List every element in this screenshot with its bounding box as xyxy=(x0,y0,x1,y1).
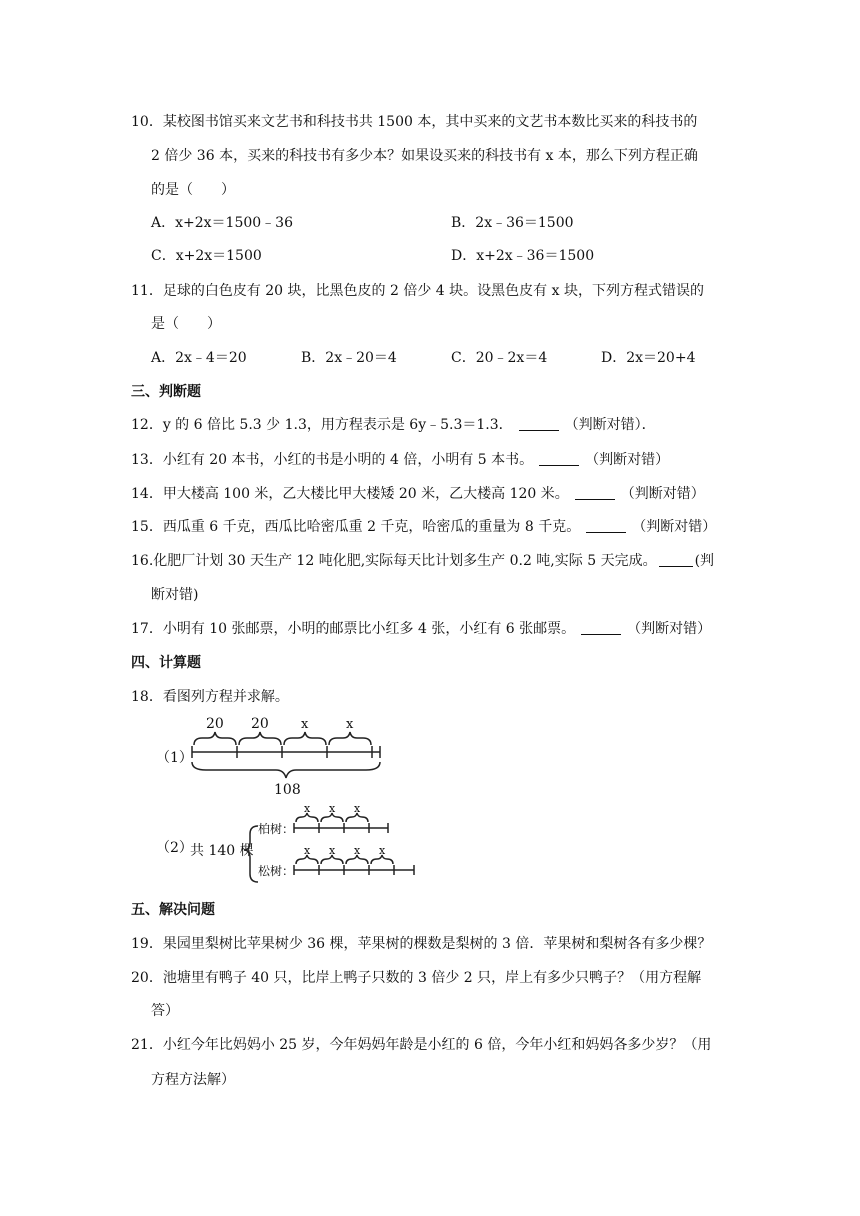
fig1-label-x-second: x xyxy=(346,717,354,732)
q13 xyxy=(131,450,669,470)
q14-tail: （判断对错） xyxy=(620,486,705,502)
q10-line2: 2 倍少 36 本，买来的科技书有多少本？如果设买来的科技书有 x 本，那么下列方程正确 xyxy=(151,148,698,164)
q12-text: 12．y 的 6 倍比 5.3 少 1.3，用方程表示是 6y﹣5.3＝1.3． xyxy=(131,417,513,433)
q10-option-a: A．x+2x＝1500﹣36 xyxy=(151,215,293,231)
q12 xyxy=(131,415,656,435)
q11-option-d: D．2x＝20+4 xyxy=(601,350,696,366)
q10-option-d: D．x+2x﹣36＝1500 xyxy=(451,248,595,264)
answer-blank[interactable] xyxy=(581,620,621,635)
fig1-total: 108 xyxy=(274,782,301,798)
fig2-row1-x: x xyxy=(354,804,361,815)
q21-line2: 方程方法解） xyxy=(151,1072,235,1088)
fig2-row1-x: x xyxy=(304,804,311,815)
q17 xyxy=(131,619,711,639)
fig2-row2-x: x xyxy=(304,844,311,857)
section-solve-heading: 五、解决问题 xyxy=(131,902,215,918)
section-judge-heading: 三、判断题 xyxy=(131,384,201,400)
q11-option-c: C．20﹣2x＝4 xyxy=(451,350,548,366)
fig2-row2-x: x xyxy=(354,844,361,857)
q11-line2: 是（ ） xyxy=(151,316,221,332)
fig2-row2-label: 松树： xyxy=(258,864,295,878)
q15-tail: （判断对错） xyxy=(632,519,717,535)
answer-blank[interactable] xyxy=(586,518,626,533)
section-calc-heading: 四、计算题 xyxy=(131,655,201,671)
q17-tail: （判断对错） xyxy=(627,621,712,637)
fig2-row2-x: x xyxy=(379,844,386,857)
answer-blank[interactable] xyxy=(575,485,615,500)
q10-line1: 10．某校图书馆买来文艺书和科技书共 1500 本，其中买来的文艺书本数比买来的科技书的 xyxy=(131,114,698,130)
q15-text: 15．西瓜重 6 千克，西瓜比哈密瓜重 2 千克，哈密瓜的重量为 8 千克。 xyxy=(131,519,581,535)
q16-text: 16.化肥厂计划 30 天生产 12 吨化肥,实际每天比计划多生产 0.2 吨,实际 5 天完成。 xyxy=(131,553,657,569)
q16-line2: 断对错) xyxy=(151,587,199,603)
q14-text: 14．甲大楼高 100 米，乙大楼比甲大楼矮 20 米，乙大楼高 120 米。 xyxy=(131,486,569,502)
q10-line3: 的是（ ） xyxy=(151,182,235,198)
q16-tail: (判 xyxy=(694,553,715,569)
q20-line1: 20．池塘里有鸭子 40 只，比岸上鸭子只数的 3 倍少 2 只，岸上有多少只鸭子？（用方程解 xyxy=(131,970,702,986)
q11-option-a: A．2x﹣4＝20 xyxy=(151,350,247,366)
q17-text: 17．小明有 10 张邮票，小明的邮票比小红多 4 张，小红有 6 张邮票。 xyxy=(131,621,576,637)
fig1-label-20-first: 20 xyxy=(206,716,224,732)
q13-text: 13．小红有 20 本书，小红的书是小明的 4 倍，小明有 5 本书。 xyxy=(131,452,534,468)
q19-text: 19．果园里梨树比苹果树少 36 棵，苹果树的棵数是梨树的 3 倍．苹果树和梨树各有多少棵？ xyxy=(131,936,712,952)
q10-option-b: B．2x﹣36＝1500 xyxy=(451,215,574,231)
answer-blank[interactable] xyxy=(519,416,559,431)
q18-text: 18．看图列方程并求解。 xyxy=(131,689,289,705)
fig1-label: （1） xyxy=(156,750,193,766)
fig2-row1-label: 柏树： xyxy=(258,822,295,836)
fig2-total: 共 140 棵 xyxy=(190,843,254,859)
q13-tail: （判断对错） xyxy=(585,452,670,468)
answer-blank[interactable] xyxy=(539,451,579,466)
fig2-row1-x: x xyxy=(329,804,336,815)
q11-option-b: B．2x﹣20＝4 xyxy=(301,350,397,366)
q14 xyxy=(131,484,705,504)
fig2-segment-diagram xyxy=(188,804,428,890)
q12-tail: （判断对错）． xyxy=(564,417,656,433)
q11-line1: 11．足球的白色皮有 20 块，比黑色皮的 2 倍少 4 块。设黑色皮有 x 块，下列方程式错误的 xyxy=(131,283,704,299)
fig1-label-20-second: 20 xyxy=(251,716,269,732)
fig2-label: （2） xyxy=(156,840,193,856)
fig1-segment-diagram xyxy=(186,712,386,798)
fig1-label-x-first: x xyxy=(301,717,309,732)
q16-line1 xyxy=(131,551,714,571)
q20-line2: 答） xyxy=(151,1003,179,1019)
q15 xyxy=(131,517,716,537)
q10-option-c: C．x+2x＝1500 xyxy=(151,248,262,264)
answer-blank[interactable] xyxy=(659,552,693,567)
q21-line1: 21．小红今年比妈妈小 25 岁，今年妈妈年龄是小红的 6 倍，今年小红和妈妈各多少岁？（用 xyxy=(131,1037,712,1053)
fig2-row2-x: x xyxy=(329,844,336,857)
